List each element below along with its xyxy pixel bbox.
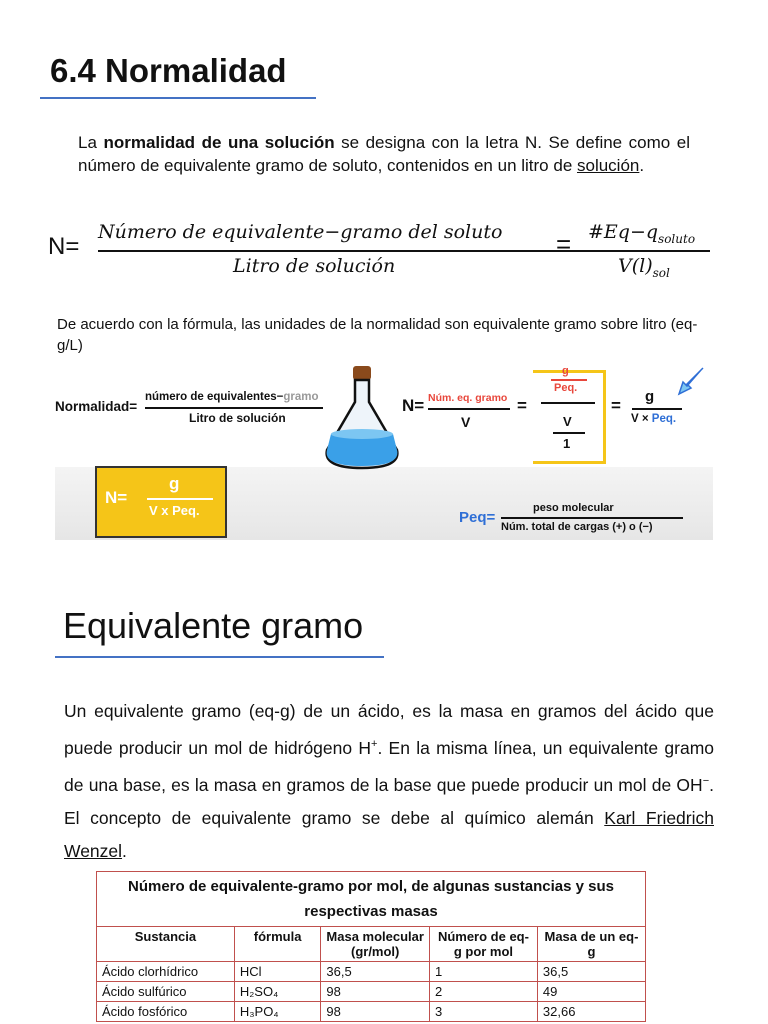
arrow-icon <box>673 364 707 398</box>
formula-num2: $\#Eq-q_{soluto}$ <box>588 221 696 246</box>
inner-bar <box>553 432 585 434</box>
table-cell: 98 <box>321 1002 430 1022</box>
intro-paragraph <box>78 131 690 177</box>
table-cell: 1 <box>429 962 537 982</box>
table-cell: 2 <box>429 982 537 1002</box>
table-header-cell: Sustancia <box>97 927 235 962</box>
intro-text-1: La <box>78 133 104 152</box>
v-x-peq: V × Peq. <box>631 413 677 425</box>
table-body <box>97 962 646 1022</box>
box-den: V x Peq. <box>149 503 200 518</box>
num-eq-gramo: Núm. eq. gramo <box>428 392 508 404</box>
table-cell: Ácido fosfórico <box>97 1002 235 1022</box>
formula-lhs: N= <box>48 233 80 260</box>
g-red: g <box>562 365 569 377</box>
solucion-link[interactable]: solución <box>577 156 640 175</box>
box-bar <box>147 498 213 500</box>
section-title: 6.4 Normalidad <box>50 52 287 89</box>
formula-equals: = <box>556 229 572 259</box>
table-header-cell: Masa molecular (gr/mol) <box>321 927 430 962</box>
peq-bar <box>501 517 683 519</box>
intro-text-2: se designa con la letra N. Se define como el número de equivalente gramo de soluto, contenidos en un litro de <box>78 133 690 175</box>
peq-red: Peq. <box>554 382 578 394</box>
table-cell: 98 <box>321 982 430 1002</box>
infographic-bar-1 <box>145 407 323 409</box>
fraction-bar-2 <box>588 250 710 252</box>
table-header-cell: Masa de un eq-g <box>537 927 645 962</box>
table-caption: Número de equivalente-gramo por mol, de algunas sustancias y sus respectivas masas <box>97 872 646 927</box>
table-cell: 36,5 <box>537 962 645 982</box>
num-equivalentes: número de equivalentes−gramo <box>145 391 319 403</box>
table-row <box>97 982 646 1002</box>
section2-underline <box>55 656 384 658</box>
red-bar <box>551 379 587 381</box>
v-label: V <box>461 414 471 430</box>
box-g: g <box>169 474 180 493</box>
fraction-bar <box>98 250 600 252</box>
table-row <box>97 962 646 982</box>
num-total-cargas: Núm. total de cargas (+) o (−) <box>501 521 653 533</box>
formula-den2: $V(l)_{sol}$ <box>618 255 670 280</box>
normalidad-label: Normalidad= <box>55 399 138 414</box>
units-text: De acuerdo con la fórmula, las unidades de la normalidad son equivalente gramo sobre litro (eq-g/L) <box>57 316 698 354</box>
title-underline <box>40 97 316 99</box>
intro-bold-term: normalidad de una solución <box>103 133 335 152</box>
table-header-cell: fórmula <box>234 927 321 962</box>
formula-denominator: Litro de solución <box>233 255 396 277</box>
bracket-bar <box>541 402 595 404</box>
flask-icon <box>317 362 407 472</box>
wenzel-link[interactable]: Karl Friedrich Wenzel <box>64 807 714 861</box>
equiv-table <box>96 871 646 1022</box>
box-n: N= <box>105 488 128 507</box>
intro-text-3: . <box>639 156 645 175</box>
table-cell: H₂SO₄ <box>234 982 321 1002</box>
table-cell: HCl <box>234 962 321 982</box>
table-cell: 36,5 <box>321 962 430 982</box>
formula-numerator: Número de equivalente−gramo del soluto <box>98 221 503 243</box>
equals-1: = <box>517 396 527 415</box>
table-cell: Ácido clorhídrico <box>97 962 235 982</box>
table-cell: 3 <box>429 1002 537 1022</box>
table-row <box>97 1002 646 1022</box>
final-bar <box>632 408 682 410</box>
table-header-row <box>97 927 646 962</box>
section2-title: Equivalente gramo <box>63 605 364 646</box>
v-inner: V <box>563 414 572 429</box>
infographic-bar-2 <box>428 408 510 410</box>
table-cell: Ácido sulfúrico <box>97 982 235 1002</box>
peq-label: Peq= <box>459 509 496 526</box>
table-header-cell: Número de eq-g por mol <box>429 927 537 962</box>
formula-box <box>95 466 227 538</box>
table-cell: 49 <box>537 982 645 1002</box>
g-final: g <box>645 388 655 405</box>
n-equals: N= <box>402 396 425 415</box>
equivalente-paragraph: Un equivalente gramo (eq-g) de un ácido, es la masa en gramos del ácido que puede producir un mol de hidrógeno H+. En la misma línea, un equivalente gramo de una base, es la masa en gramos de la base que puede producir un mol de OH−. El concepto de equivalente gramo se debe al químico alemán Karl Friedrich Wenzel. <box>64 701 714 861</box>
equals-2: = <box>611 396 621 415</box>
normality-infographic <box>55 362 713 540</box>
table-cell: 32,66 <box>537 1002 645 1022</box>
one-label: 1 <box>563 436 571 451</box>
normality-formula <box>48 215 728 290</box>
table-cell: H₃PO₄ <box>234 1002 321 1022</box>
peso-molecular: peso molecular <box>533 502 614 514</box>
litro-solucion: Litro de solución <box>189 411 286 425</box>
